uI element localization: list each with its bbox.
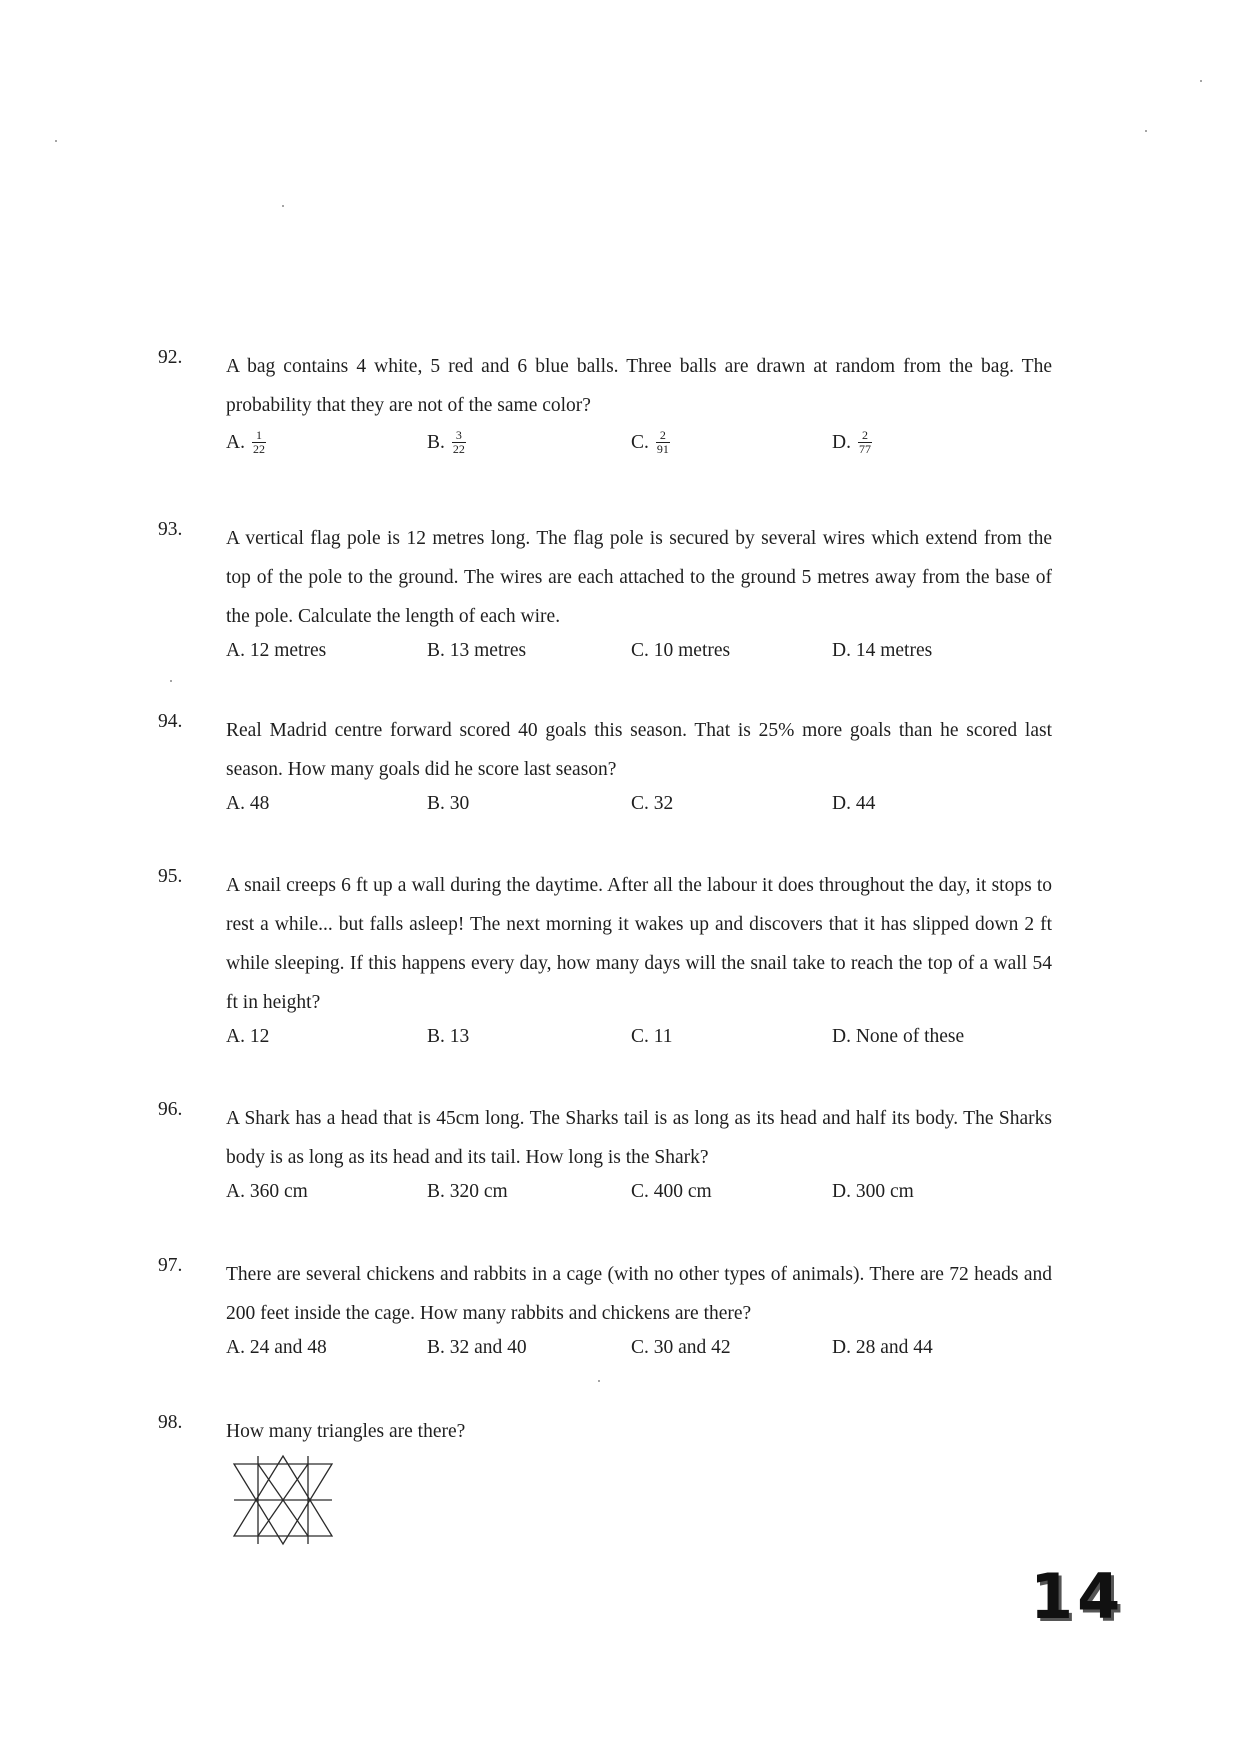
scan-speck — [1200, 80, 1202, 82]
option-d: D. $\frac{2}{77}$ — [832, 429, 875, 456]
question-number: 92. — [158, 347, 183, 368]
question-95 — [0, 866, 1234, 1066]
option-d: D. 14 metres — [832, 640, 933, 661]
question-text: A bag contains 4 white, 5 red and 6 blue balls. Three balls are drawn at random from the bag. The probability that they are not of the same color? — [226, 356, 1052, 416]
option-b: B. 13 — [427, 1026, 470, 1047]
option-d: D. 300 cm — [832, 1181, 914, 1202]
fraction: $\frac{2}{91}$ — [656, 428, 669, 456]
option-d: D. 44 — [832, 793, 876, 814]
question-number: 98. — [158, 1412, 183, 1433]
fraction: $\frac{1}{22}$ — [252, 428, 265, 456]
upward-triangle — [234, 1456, 332, 1536]
triangles-figure — [228, 1450, 338, 1550]
answer-options — [226, 429, 1046, 463]
option-b: B. 32 and 40 — [427, 1337, 527, 1358]
question-97 — [0, 1255, 1234, 1375]
option-c: C. $\frac{2}{91}$ — [631, 429, 673, 456]
answer-options — [226, 640, 1046, 674]
question-text: A snail creeps 6 ft up a wall during the daytime. After all the labour it does throughout the day, it stops to rest a while... but falls asleep! The next morning it wakes up and discovers that it has slipped down 2 ft while sleeping. If this happens every day, how many days will the snail take to reach the top of a wall 54 ft in height? — [226, 875, 1052, 1013]
question-text: Real Madrid centre forward scored 40 goals this season. That is 25% more goals than he scored last season. How many goals did he score last season? — [226, 720, 1052, 780]
option-d: D. None of these — [832, 1026, 965, 1047]
option-c: C. 30 and 42 — [631, 1337, 731, 1358]
option-b: B. 30 — [427, 793, 470, 814]
scan-speck — [55, 140, 57, 142]
question-text: A Shark has a head that is 45cm long. The Sharks tail is as long as its head and half its body. The Sharks body is as long as its head and its tail. How long is the Shark? — [226, 1108, 1052, 1168]
question-number: 93. — [158, 519, 183, 540]
question-number: 94. — [158, 711, 183, 732]
question-93 — [0, 519, 1234, 679]
answer-options — [226, 1337, 1046, 1371]
fraction: $\frac{3}{22}$ — [452, 428, 465, 456]
option-c: C. 400 cm — [631, 1181, 712, 1202]
option-a: A. 24 and 48 — [226, 1337, 327, 1358]
question-text: How many triangles are there? — [226, 1421, 466, 1442]
answer-options — [226, 793, 1046, 827]
option-b: B. $\frac{3}{22}$ — [427, 429, 469, 456]
option-b: B. 320 cm — [427, 1181, 508, 1202]
question-text: A vertical flag pole is 12 metres long. The flag pole is secured by several wires which extend from the top of the pole to the ground. The wires are each attached to the ground 5 metres away from the base of the pole. Calculate the length of each wire. — [226, 528, 1052, 627]
answer-options — [226, 1181, 1046, 1215]
option-a: A. 48 — [226, 793, 270, 814]
option-a: A. $\frac{1}{22}$ — [226, 429, 269, 456]
downward-triangle — [234, 1464, 332, 1544]
scan-speck — [1145, 130, 1147, 132]
option-a: A. 360 cm — [226, 1181, 308, 1202]
question-number: 95. — [158, 866, 183, 887]
question-92 — [0, 347, 1234, 487]
page-number: 14 — [1030, 1560, 1125, 1633]
question-text: There are several chickens and rabbits in a cage (with no other types of animals). There are 72 heads and 200 feet inside the cage. How many rabbits and chickens are there? — [226, 1264, 1052, 1324]
question-98 — [0, 1412, 1234, 1452]
scan-speck — [170, 680, 172, 682]
fraction: $\frac{2}{77}$ — [858, 428, 871, 456]
option-c: C. 10 metres — [631, 640, 731, 661]
option-d: D. 28 and 44 — [832, 1337, 933, 1358]
question-94 — [0, 711, 1234, 831]
question-number: 96. — [158, 1099, 183, 1120]
scan-speck — [282, 205, 284, 207]
option-a: A. 12 — [226, 1026, 270, 1047]
question-96 — [0, 1099, 1234, 1219]
option-b: B. 13 metres — [427, 640, 527, 661]
answer-options — [226, 1026, 1046, 1060]
option-a: A. 12 metres — [226, 640, 327, 661]
question-number: 97. — [158, 1255, 183, 1276]
scan-speck — [598, 1380, 600, 1382]
option-c: C. 32 — [631, 793, 674, 814]
option-c: C. 11 — [631, 1026, 673, 1047]
